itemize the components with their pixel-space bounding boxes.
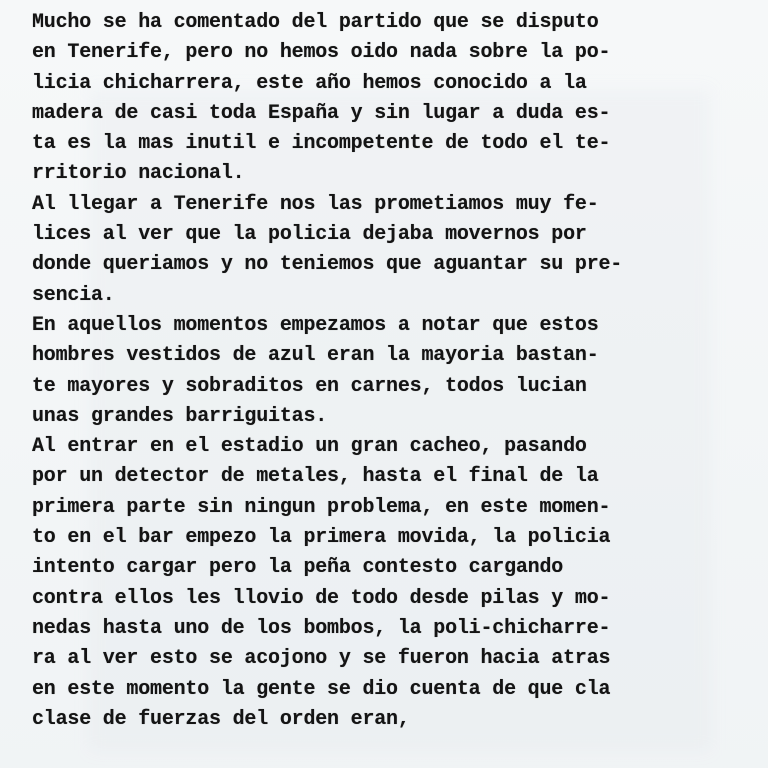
text-line: te mayores y sobraditos en carnes, todos lucian [32, 374, 587, 398]
text-line: por un detector de metales, hasta el final de la [32, 465, 599, 489]
text-line: en este momento la gente se dio cuenta de que cla [32, 677, 611, 701]
text-line: madera de casi toda España y sin lugar a duda es- [32, 101, 611, 125]
text-line: donde queriamos y no teniemos que aguantar su pre- [32, 253, 623, 277]
text-line: rritorio nacional. [32, 162, 245, 186]
text-line: Mucho se ha comentado del partido que se disputo [32, 11, 599, 34]
text-line: lices al ver que la policia dejaba movernos por [32, 223, 587, 247]
text-line: contra ellos les llovio de todo desde pilas y mo- [32, 586, 611, 610]
text-line: En aquellos momentos empezamos a notar que estos [32, 313, 599, 337]
text-line: Al llegar a Tenerife nos las prometiamos muy fe- [32, 192, 599, 216]
text-line: nedas hasta uno de los bombos, la poli-chicharre- [32, 616, 611, 640]
typed-text-body [32, 8, 752, 735]
text-line: clase de fuerzas del orden eran, [32, 707, 410, 731]
text-line: hombres vestidos de azul eran la mayoria bastan- [32, 344, 599, 368]
text-line: intento cargar pero la peña contesto cargando [32, 556, 564, 580]
text-line: sencia. [32, 283, 115, 307]
text-line: unas grandes barriguitas. [32, 404, 328, 428]
text-line: primera parte sin ningun problema, en este momen- [32, 495, 611, 519]
text-line: en Tenerife, pero no hemos oido nada sobre la po- [32, 41, 611, 65]
text-line: to en el bar empezo la primera movida, la policia [32, 526, 611, 550]
text-line: Al entrar en el estadio un gran cacheo, pasando [32, 435, 587, 459]
text-line: ta es la mas inutil e incompetente de todo el te- [32, 132, 611, 156]
text-line: licia chicharrera, este año hemos conocido a la [32, 71, 587, 95]
text-line: ra al ver esto se acojono y se fueron hacia atras [32, 647, 611, 671]
